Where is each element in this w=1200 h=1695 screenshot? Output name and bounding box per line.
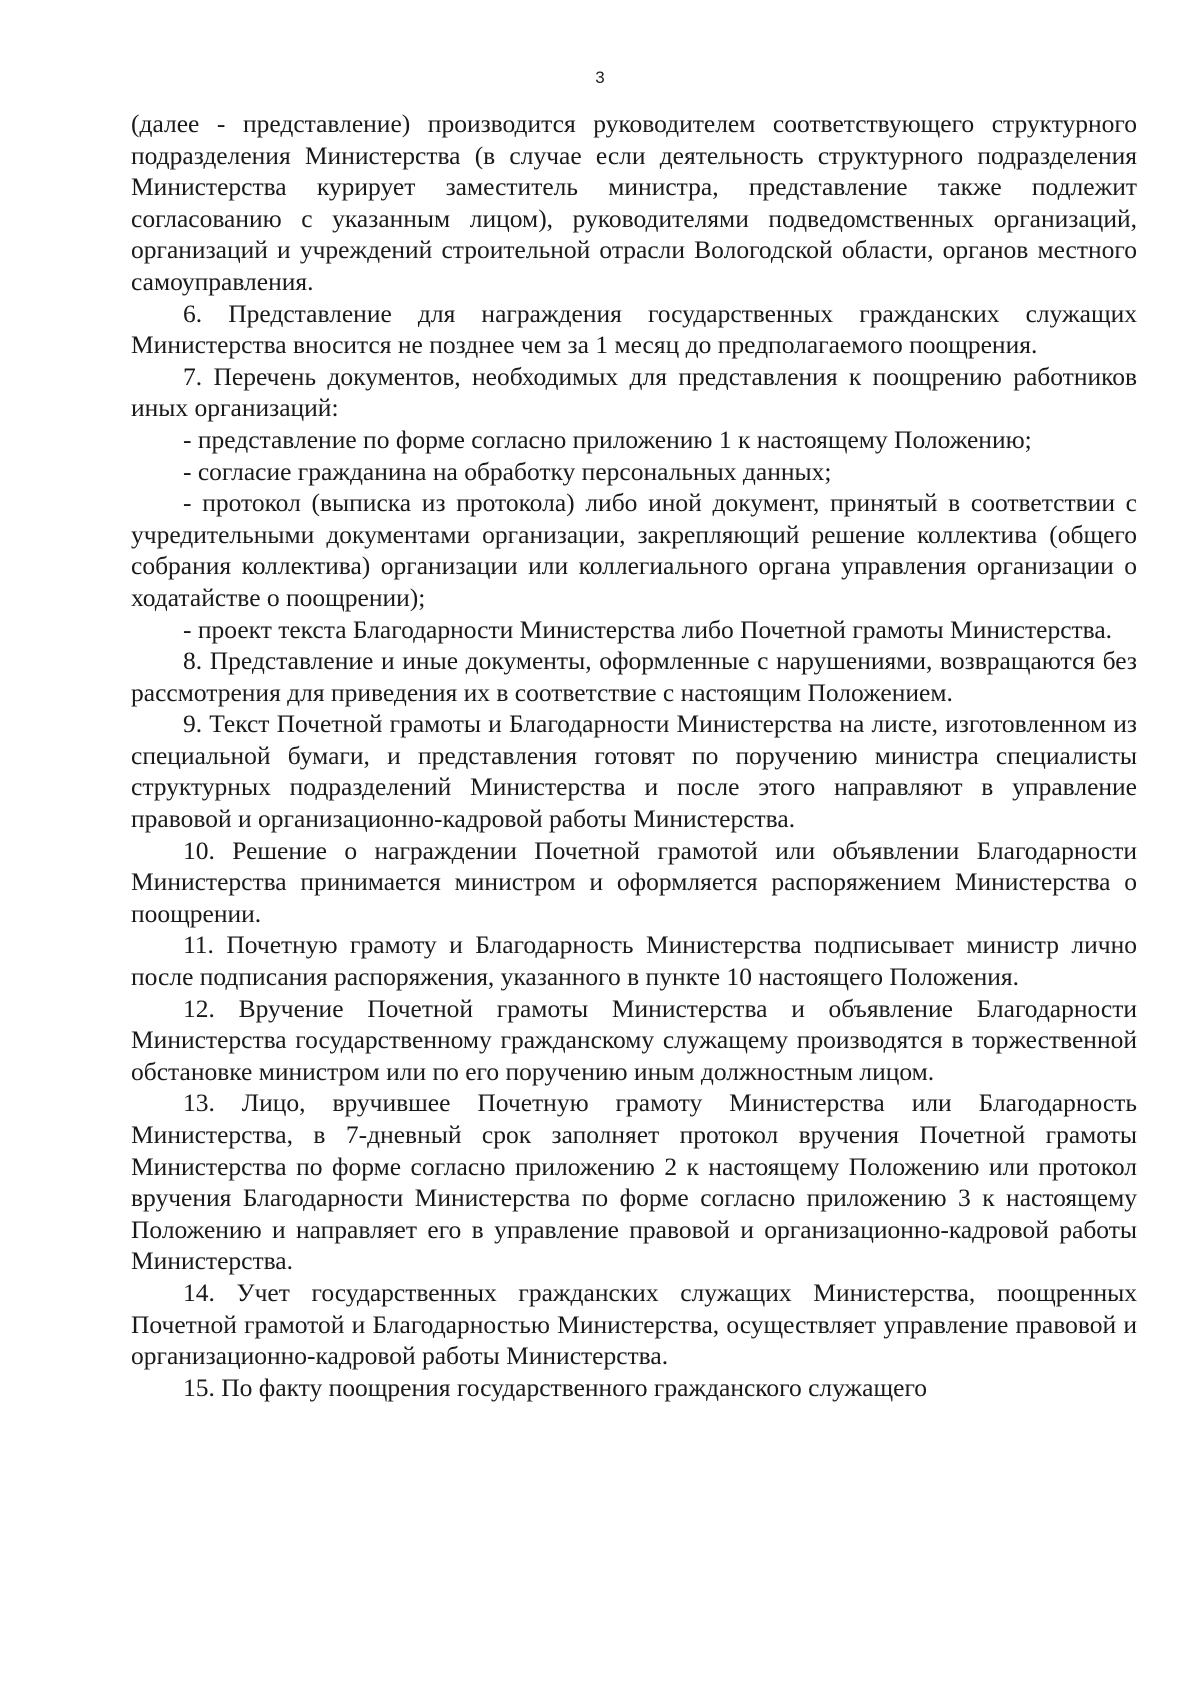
paragraph-item-15: 15. По факту поощрения государственного гражданского служащего [183, 1372, 928, 1402]
list-item-protocol: - протокол (выписка из протокола) либо иной документ, принятый в соответствии с учредительными документами организации, закрепляющий решение коллектива (общего собрания коллектива) организации или коллегиального органа управления организации о ходатайстве о поощрении); [131, 488, 1137, 612]
document-body [131, 108, 1137, 1403]
list-item-representation-form: - представление по форме согласно приложению 1 к настоящему Положению; [183, 424, 1032, 454]
paragraph-item-9: 9. Текст Почетной грамоты и Благодарности Министерства на листе, изготовленном из специальной бумаги, и представления готовят по поручению министра специалисты структурных подразделений Министерства и после этого направляют в управление правовой и организационно-кадровой работы Министерства. [131, 709, 1137, 834]
page-number: 3 [595, 68, 605, 87]
paragraph-item-6: 6. Представление для награждения государственных гражданских служащих Министерства вносится не позднее чем за 1 месяц до предполагаемого поощрения. [131, 298, 1137, 360]
paragraph-item-11: 11. Почетную грамоту и Благодарность Министерства подписывает министр лично после подписания распоряжения, указанного в пункте 10 настоящего Положения. [131, 930, 1137, 992]
paragraph-item-8: 8. Представление и иные документы, оформленные с нарушениями, возвращаются без рассмотрения для приведения их в соответствие с настоящим Положением. [131, 646, 1137, 707]
paragraph-intro-continuation: (далее - представление) производится руководителем соответствующего структурного подразделения Министерства (в случае если деятельность структурного подразделения Министерства курирует заместитель министра, представление также подлежит согласованию с указанным лицом), руководителями подведомственных организаций, организаций и учреждений строительной отрасли Вологодской области, органов местного самоуправления. [131, 109, 1137, 296]
paragraph-item-14: 14. Учет государственных гражданских служащих Министерства, поощренных Почетной грамотой и Благодарностью Министерства, осуществляет управление правовой и организационно-кадровой работы Министерства. [131, 1277, 1137, 1371]
list-item-draft-text: - проект текста Благодарности Министерства либо Почетной грамоты Министерства. [183, 614, 1113, 644]
paragraph-item-7: 7. Перечень документов, необходимых для представления к поощрению работников иных организаций: [131, 361, 1137, 423]
paragraph-item-13: 13. Лицо, вручившее Почетную грамоту Министерства или Благодарность Министерства, в 7-дневный срок заполняет протокол вручения Почетной грамоты Министерства по форме согласно приложению 2 к настоящему Положению или протокол вручения Благодарности Министерства по форме согласно приложению 3 к настоящему Положению и направляет его в управление правовой и организационно-кадровой работы Министерства. [131, 1088, 1137, 1276]
paragraph-item-10: 10. Решение о награждении Почетной грамотой или объявлении Благодарности Министерства принимается министром и оформляется распоряжением Министерства о поощрении. [131, 835, 1137, 928]
list-item-personal-data-consent: - согласие гражданина на обработку персональных данных; [183, 456, 832, 486]
paragraph-item-12: 12. Вручение Почетной грамоты Министерства и объявление Благодарности Министерства государственному гражданскому служащему производятся в торжественной обстановке министром или по его поручению иным должностным лицом. [131, 993, 1137, 1086]
